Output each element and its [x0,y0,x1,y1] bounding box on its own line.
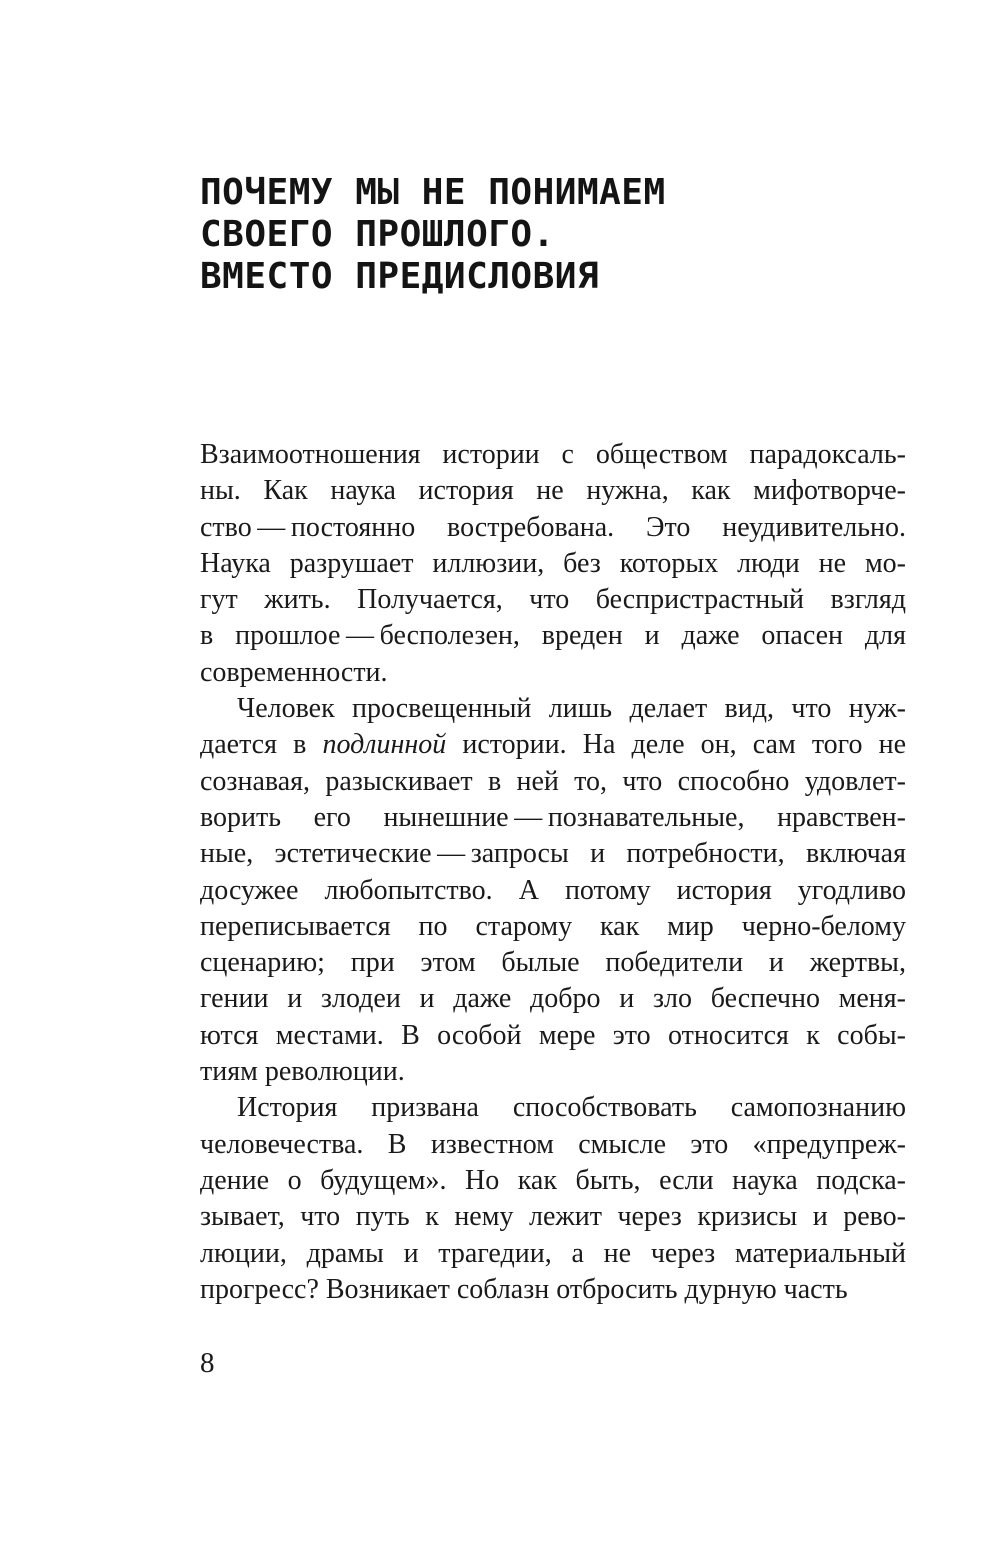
text-line: ны. Как наука история не нужна, как мифотворче- [200,475,906,507]
text-line: Наука разрушает иллюзии, без которых люди не мо- [200,547,906,579]
paragraph [200,437,906,691]
text-line: переписывается по старому как мир черно-белому [200,910,906,942]
body-text [200,437,906,1308]
text-line: дение о будущем». Но как быть, если наука подска- [200,1164,906,1196]
text-line: тиям революции. [200,1056,405,1088]
text-line: ются местами. В особой мере это относится к собы- [200,1019,906,1051]
chapter-title-line: ВМЕСТО ПРЕДИСЛОВИЯ [200,256,600,297]
text-line: в прошлое — бесполезен, вреден и даже опасен для [200,620,906,652]
chapter-title [200,172,666,298]
text-line: зывает, что путь к нему лежит через кризисы и рево- [200,1201,906,1233]
text-line: Взаимоотношения истории с обществом парадоксаль- [200,439,906,470]
text-line: ные, эстетические — запросы и потребности, включая [200,838,906,870]
page-number: 8 [200,1347,215,1379]
text-line: прогресс? Возникает соблазн отбросить дурную часть [200,1273,848,1305]
text-line: Человек просвещенный лишь делает вид, что нуж- [237,693,906,725]
text-line: сознавая, разыскивает в ней то, что способно удовлет- [200,765,906,797]
text-line: досужее любопытство. А потому история угодливо [200,874,906,906]
text-line: ворить его нынешние — познавательные, нравствен- [200,801,906,833]
text-line: ство — постоянно востребована. Это неудивительно. [200,511,906,543]
text-line: сценарию; при этом былые победители и жертвы, [200,947,906,979]
text-line: История призвана способствовать самопознанию [237,1092,906,1124]
paragraph [200,1090,906,1308]
chapter-title-line: ПОЧЕМУ МЫ НЕ ПОНИМАЕМ [200,172,666,213]
text-line: гут жить. Получается, что беспристрастный взгляд [200,584,906,616]
text-line: гении и злодеи и даже добро и зло беспечно меня- [200,983,906,1015]
text-line: дается в подлинной истории. На деле он, сам того не [200,729,907,761]
emphasized-word: подлинной [322,729,447,761]
paragraph [200,691,906,1090]
chapter-title-line: СВОЕГО ПРОШЛОГО. [200,214,555,255]
text-line: современности. [200,656,388,688]
text-line: человечества. В известном смысле это «предупреж- [200,1128,906,1160]
text-line: люции, драмы и трагедии, а не через материальный [200,1237,906,1269]
